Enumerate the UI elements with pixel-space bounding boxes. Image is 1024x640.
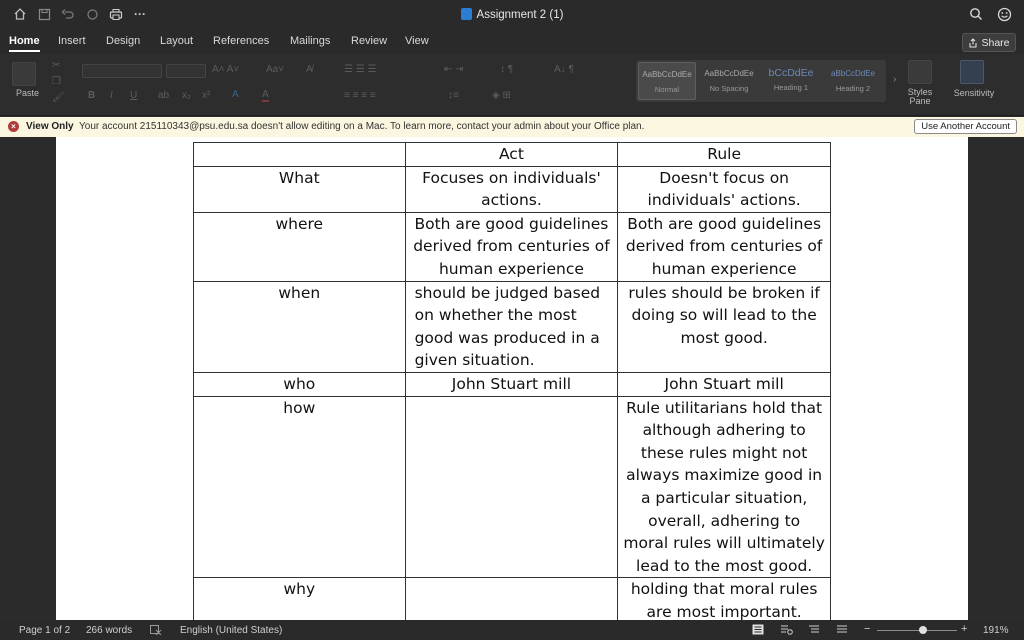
bold-icon[interactable]: B [88,90,96,101]
paste-label: Paste [16,88,40,98]
row-label-cell[interactable]: when [194,281,406,372]
text-effects-icon[interactable]: A [232,89,239,100]
table-header-cell[interactable]: Act [405,143,618,167]
zoom-out-button[interactable]: − [864,623,871,635]
draft-view-icon[interactable] [836,624,848,638]
rule-cell[interactable]: Rule utilitarians hold that although adhering to these rules might not always maximize good in a particular situation, overall, adhering to moral rules will ultimately lead to the most good. [618,396,831,578]
zoom-slider-track[interactable] [877,630,957,631]
zoom-in-button[interactable]: + [961,623,968,635]
style-heading-1[interactable] [762,62,820,100]
act-cell[interactable] [405,578,618,620]
style-sample: bCcDdEe [768,67,814,79]
ribbon-toolbar [0,54,1024,116]
proofing-icon[interactable] [150,625,162,638]
row-label-cell[interactable]: who [194,372,406,396]
rule-cell[interactable]: Doesn't focus on individuals' actions. [618,166,831,212]
format-painter-icon[interactable]: 🖌 [52,92,65,103]
sort-icon[interactable]: ↕ ¶ [500,64,514,75]
undo-icon[interactable] [60,6,76,22]
style-name: Heading 2 [835,84,871,93]
tab-design[interactable]: Design [106,35,141,47]
ribbon-tabs [0,30,1024,54]
focus-icon[interactable] [780,624,793,638]
feedback-smiley-icon[interactable] [997,7,1012,27]
grow-font-icon[interactable]: A˄ A˅ [212,64,240,75]
bullets-icon[interactable]: ☰ ☰ ☰ [344,64,377,75]
view-only-infobar [0,117,1024,137]
style-name: Normal [654,85,680,94]
row-label-cell[interactable]: why [194,578,406,620]
table-row [194,372,831,396]
act-cell[interactable]: Both are good guidelines derived from centuries of human experience [405,212,618,281]
act-cell[interactable] [405,396,618,578]
rule-cell[interactable]: John Stuart mill [618,372,831,396]
document-title-text: Assignment 2 (1) [476,9,564,21]
row-label-cell[interactable]: What [194,166,406,212]
style-sample: AaBbCcDdEe [642,70,692,79]
table-header-cell[interactable]: Rule [618,143,831,167]
cut-icon[interactable]: ✂ [52,60,61,71]
line-spacing-icon[interactable]: ↕≡ [448,90,459,101]
tab-view[interactable]: View [405,35,429,47]
style-name: Heading 1 [773,83,809,92]
change-case-icon[interactable]: Aa˅ [266,64,285,75]
use-another-account-button[interactable]: Use Another Account [914,119,1017,134]
home-icon[interactable] [12,6,28,22]
search-icon[interactable] [969,7,983,27]
tab-layout[interactable]: Layout [160,35,194,47]
act-cell[interactable]: should be judged based on whether the most good was produced in a given situation. [405,281,618,372]
style-name: No Spacing [709,84,749,93]
act-cell[interactable]: John Stuart mill [405,372,618,396]
styles-pane-icon[interactable] [908,60,932,84]
zoom-level[interactable]: 191% [983,625,1009,636]
table-row [194,281,831,372]
row-label-cell[interactable]: where [194,212,406,281]
strikethrough-icon[interactable]: ab [158,90,170,101]
title-bar [0,0,1024,30]
word-count[interactable]: 266 words [86,625,133,636]
word-document-icon [461,8,472,20]
indent-icon[interactable]: ⇤ ⇥ [444,64,464,75]
save-icon[interactable] [36,6,52,22]
share-icon [968,38,978,48]
superscript-icon[interactable]: x² [202,90,211,101]
sensitivity-icon[interactable] [960,60,984,84]
align-icon[interactable]: ≡ ≡ ≡ ≡ [344,90,376,101]
tab-review[interactable]: Review [351,35,388,47]
style-sample: aBbCcDdEe [830,69,876,78]
more-icon[interactable]: ··· [134,7,146,21]
status-bar [0,620,1024,640]
comparison-table [193,142,831,620]
styles-pane-label-line2: Pane [909,96,931,106]
table-row [194,396,831,578]
font-size-dropdown[interactable] [166,64,206,78]
document-page[interactable] [56,137,968,620]
rule-cell[interactable]: Both are good guidelines derived from centuries of human experience [618,212,831,281]
font-name-dropdown[interactable] [82,64,162,78]
tab-insert[interactable]: Insert [58,35,86,47]
copy-icon[interactable]: ❐ [52,76,61,87]
table-row [194,578,831,620]
redo-icon[interactable] [84,6,100,22]
print-layout-icon[interactable] [752,624,764,638]
page-count[interactable]: Page 1 of 2 [19,625,71,636]
table-header-cell[interactable] [194,143,406,167]
rule-cell[interactable]: rules should be broken if doing so will lead to the most good. [618,281,831,372]
shading-icon[interactable]: ◈ ⊞ [492,90,511,101]
underline-icon[interactable]: U [130,90,138,101]
tab-references[interactable]: References [213,35,270,47]
document-workspace [0,137,1024,620]
rule-cell[interactable]: holding that moral rules are most important. [618,578,831,620]
row-label-cell[interactable]: how [194,396,406,578]
styles-pane-label-line1: Styles [907,87,933,97]
table-row [194,212,831,281]
styles-pane-label[interactable] [902,88,938,106]
infobar-title: View Only [26,121,74,132]
show-formatting-icon[interactable]: A↓ ¶ [554,64,574,75]
table-header-row [194,143,831,167]
style-sample: AaBbCcDdEe [704,69,754,78]
share-label: Share [981,36,1010,49]
style-normal[interactable] [638,62,696,100]
error-icon: × [8,121,19,132]
style-no-spacing[interactable] [700,62,758,100]
styles-more-icon[interactable]: › [893,74,897,85]
print-icon[interactable] [108,6,124,22]
font-color-icon[interactable]: A [262,89,269,100]
styles-gallery[interactable] [636,60,886,102]
subscript-icon[interactable]: x₂ [182,90,191,101]
document-title [0,8,1024,21]
tab-mailings[interactable]: Mailings [290,35,331,47]
infobar-message: Your account 215110343@psu.edu.sa doesn't allow editing on a Mac. To learn more, contact your admin about your Office plan. [79,121,645,132]
sensitivity-label[interactable]: Sensitivity [953,88,995,98]
clear-formatting-icon[interactable]: A̸ [306,64,313,75]
share-button[interactable] [962,33,1016,52]
table-row [194,166,831,212]
tab-home[interactable]: Home [9,35,40,47]
outline-view-icon[interactable] [808,624,820,638]
paste-icon[interactable] [12,62,36,86]
act-cell[interactable]: Focuses on individuals' actions. [405,166,618,212]
style-heading-2[interactable] [824,62,882,100]
zoom-slider-thumb[interactable] [919,626,927,634]
language-indicator[interactable]: English (United States) [180,625,283,636]
italic-icon[interactable]: I [110,90,113,101]
